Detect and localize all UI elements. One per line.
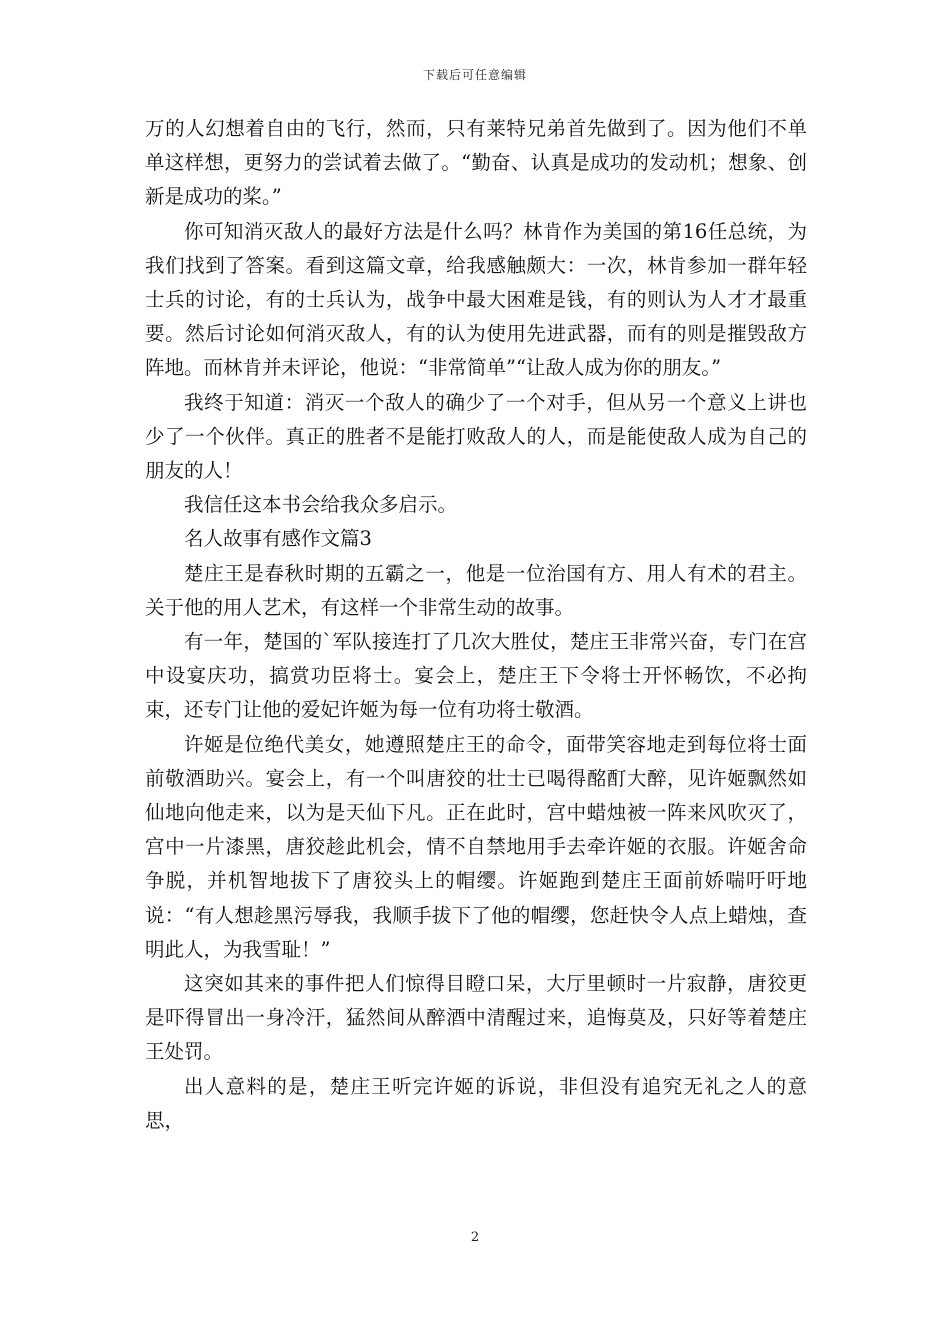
- paragraph: 出人意料的是，楚庄王听完许姬的诉说，非但没有追究无礼之人的意思，: [145, 1074, 807, 1132]
- paragraph: 万的人幻想着自由的飞行，然而，只有莱特兄弟首先做到了。因为他们不单单这样想，更努力的尝试着去做了。“勤奋、认真是成功的发动机；想象、创新是成功的桨。”: [145, 117, 807, 209]
- page-number: 2: [470, 1230, 480, 1245]
- document-body: [145, 112, 807, 1138]
- paragraph: 楚庄王是春秋时期的五霸之一，他是一位治国有方、用人有术的君主。关于他的用人艺术，有这样一个非常生动的故事。: [145, 561, 807, 619]
- paragraph: 我终于知道：消灭一个敌人的确少了一个对手，但从另一个意义上讲也少了一个伙伴。真正的胜者不是能打败敌人的人，而是能使敌人成为自己的朋友的人！: [145, 390, 807, 483]
- section-heading: 名人故事有感作文篇3: [184, 527, 372, 551]
- paragraph: 这突如其来的事件把人们惊得目瞪口呆，大厅里顿时一片寂静，唐狡更是吓得冒出一身冷汗，猛然间从醉酒中清醒过来，追悔莫及，只好等着楚庄王处罚。: [145, 972, 807, 1064]
- page-header: 下载后可任意编辑: [422, 68, 527, 82]
- paragraph: 你可知消灭敌人的最好方法是什么吗？林肯作为美国的第16任总统，为我们找到了答案。看到这篇文章，给我感触颇大：一次，林肯参加一群年轻士兵的讨论，有的士兵认为，战争中最大困难是钱，有的则认为人才才最重要。然后讨论如何消灭敌人，有的认为使用先进武器，而有的则是摧毁敌方阵地。而林肯并未评论，他说：“非常简单”“让敌人成为你的朋友。”: [145, 219, 807, 380]
- paragraph: 有一年，楚国的`军队接连打了几次大胜仗，楚庄王非常兴奋，专门在宫中设宴庆功，搞赏功臣将士。宴会上，楚庄王下令将士开怀畅饮，不必拘束，还专门让他的爱妃许姬为每一位有功将士敬酒。: [145, 630, 807, 722]
- paragraph: 我信任这本书会给我众多启示。: [184, 493, 458, 517]
- paragraph: 许姬是位绝代美女，她遵照楚庄王的命令，面带笑容地走到每位将士面前敬酒助兴。宴会上，有一个叫唐狡的壮士已喝得酩酊大醉，见许姬飘然如仙地向他走来，以为是天仙下凡。正在此时，宫中蜡烛被一阵来风吹灭了，宫中一片漆黑，唐狡趁此机会，情不自禁地用手去牵许姬的衣服。许姬舍命争脱，并机智地拔下了唐狡头上的帽缨。许姬跑到楚庄王面前娇喘吁吁地说：“有人想趁黑污辱我，我顺手拔下了他的帽缨，您赶快令人点上蜡烛，查明此人，为我雪耻！”: [145, 732, 807, 961]
